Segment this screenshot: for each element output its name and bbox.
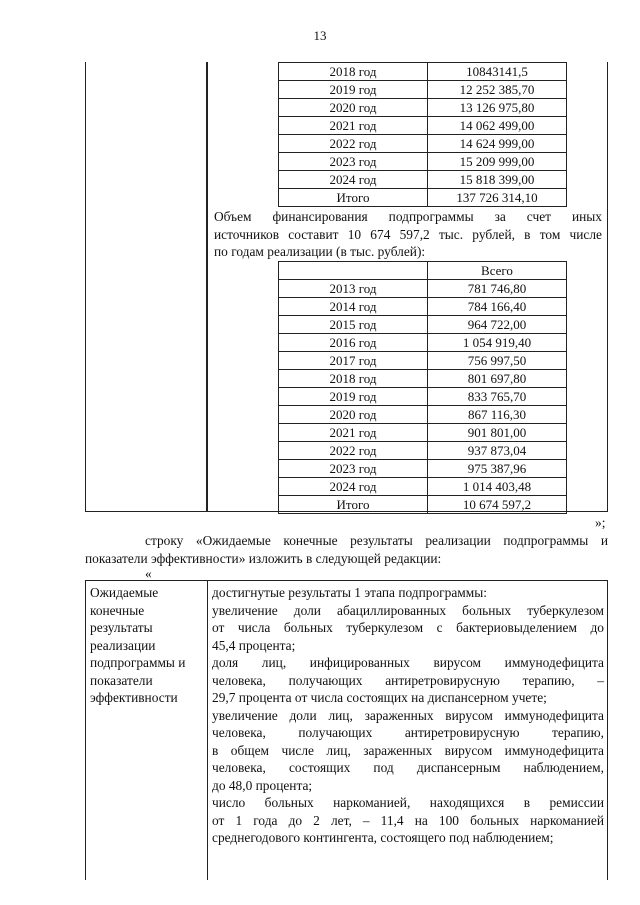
year-cell: 2021 год [279,424,428,442]
value-cell: 975 387,96 [428,460,567,478]
text-line: Ожидаемые [90,585,159,600]
text-line: результаты [90,620,153,635]
value-cell: 10843141,5 [428,63,567,81]
text-line: подпрограммы и [90,655,186,670]
table-row [279,135,567,153]
value-cell: 14 062 499,00 [428,117,567,135]
text-line: конечные [90,602,145,618]
value-cell: 833 765,70 [428,388,567,406]
text-line: человека, состоящих под диспансерным наблюдением, [212,760,604,775]
value-cell: 13 126 975,80 [428,99,567,117]
table-header-row [279,262,567,280]
value-cell: 784 166,40 [428,298,567,316]
text-line: человека, получающих антиретровирусную терапию, [212,725,604,740]
value-cell: 937 873,04 [428,442,567,460]
table-row [279,316,567,334]
text-line: доля лиц, инфицированных вирусом иммунодефицита [212,655,604,670]
page-number: 13 [313,28,327,43]
text-line: до 48,0 процента; [212,777,313,793]
year-cell: 2014 год [279,298,428,316]
year-cell: 2016 год [279,334,428,352]
value-cell: 1 054 919,40 [428,334,567,352]
text-line: 29,7 процента от числа состоящих на диспансерном учете; [212,690,547,705]
year-cell: 2024 год [279,171,428,189]
value-cell: 1 014 403,48 [428,478,567,496]
year-cell: 2020 год [279,406,428,424]
value-cell: 10 674 597,2 [428,496,567,514]
table-row [279,63,567,81]
value-cell: 12 252 385,70 [428,81,567,99]
year-cell: Итого [279,189,428,207]
value-cell: 801 697,80 [428,370,567,388]
text-line: среднегодового контингента, состоящего под наблюдением; [212,830,554,845]
text-line: эффективности [90,690,178,705]
closing-quote: »; [595,515,606,530]
text-line: от 1 года до 2 лет, – 11,4 на 100 больных наркоманией [212,812,604,828]
column-divider [207,581,208,880]
value-cell: 14 624 999,00 [428,135,567,153]
text-line: увеличение доли лиц, зараженных вирусом иммунодефицита [212,707,604,723]
table-row [279,460,567,478]
financing-paragraph [214,208,602,261]
text-line: 45,4 процента; [212,637,296,653]
text-line: источников составит 10 674 597,2 тыс. рублей, в том числе [214,226,602,242]
year-cell: 2022 год [279,135,428,153]
column-divider [207,62,208,511]
text-line: Объем финансирования подпрограммы за счет иных [214,209,602,224]
text-line: достигнутые результаты 1 этапа подпрограммы: [212,585,487,600]
table-row [279,171,567,189]
table-row [279,352,567,370]
table-row [279,424,567,442]
value-cell: 15 209 999,00 [428,153,567,171]
table-row [279,153,567,171]
table-row [279,496,567,514]
table-row [279,388,567,406]
table-row [279,334,567,352]
year-cell: 2024 год [279,478,428,496]
text-line: строку «Ожидаемые конечные результаты реализации подпрограммы и [145,533,608,548]
value-cell: 15 818 399,00 [428,171,567,189]
table-row [279,81,567,99]
text-line: человека, получающих антиретровирусную терапию, – [212,672,604,688]
table-row [279,478,567,496]
value-cell: 901 801,00 [428,424,567,442]
year-cell: Итого [279,496,428,514]
text-line: в общем числе лиц, зараженных вирусом иммунодефицита [212,742,604,758]
year-cell: 2019 год [279,81,428,99]
text-line: реализации [90,637,156,653]
funding-table-other-sources [278,261,567,514]
year-cell: 2017 год [279,352,428,370]
year-cell: 2021 год [279,117,428,135]
text-line: показатели эффективности» изложить в следующей редакции: [85,550,442,566]
year-cell: 2013 год [279,280,428,298]
year-cell: 2019 год [279,388,428,406]
value-cell: 137 726 314,10 [428,189,567,207]
table-row [279,189,567,207]
text-line: увеличение доли абациллированных больных туберкулезом [212,602,604,618]
year-cell: 2018 год [279,63,428,81]
year-cell: 2023 год [279,460,428,478]
year-cell: 2018 год [279,370,428,388]
table-row [279,99,567,117]
header-cell: Всего [428,262,567,280]
value-cell: 964 722,00 [428,316,567,334]
opening-quote: « [145,566,152,581]
year-cell: 2023 год [279,153,428,171]
value-cell: 867 116,30 [428,406,567,424]
value-cell: 781 746,80 [428,280,567,298]
year-cell: 2015 год [279,316,428,334]
text-line: число больных наркоманией, находящихся в ремиссии [212,795,604,810]
text-line: показатели [90,672,153,688]
funding-table-budget [278,62,567,207]
table-row [279,117,567,135]
table-row [279,406,567,424]
table-row [279,298,567,316]
table-row [279,442,567,460]
table-row [279,370,567,388]
table-row [279,280,567,298]
results-table-content-cell [212,584,604,847]
results-table-label-cell [90,584,206,707]
year-cell: 2020 год [279,99,428,117]
text-line: по годам реализации (в тыс. рублей): [214,244,426,259]
year-cell: 2022 год [279,442,428,460]
header-empty-cell [279,262,428,280]
instruction-paragraph [85,532,608,567]
value-cell: 756 997,50 [428,352,567,370]
text-line: от числа больных туберкулезом с бактериовыделением до [212,620,604,635]
